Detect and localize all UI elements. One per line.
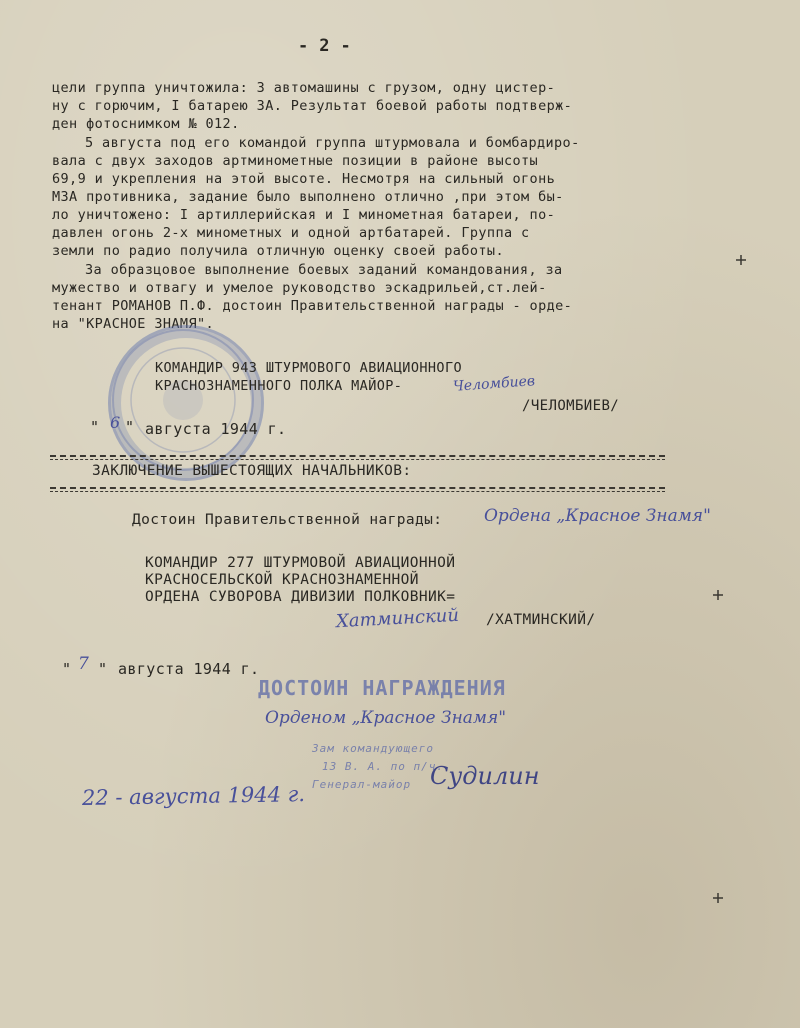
stamp-deputy-line: Генерал-майор bbox=[312, 778, 412, 791]
commander-title-line: КОМАНДИР 943 ШТУРМОВОГО АВИАЦИОННОГО bbox=[155, 360, 462, 376]
commander-name: /ХАТМИНСКИЙ/ bbox=[486, 612, 596, 628]
stamp-deputy-line: 13 В. А. по п/ч. bbox=[322, 760, 444, 773]
date-text: августа 1944 г. bbox=[118, 660, 260, 678]
body-line: За образцовое выполнение боевых заданий командования, за bbox=[85, 262, 563, 278]
page-number: - 2 - bbox=[298, 36, 352, 56]
commander-signature: Хатминский bbox=[335, 604, 460, 633]
body-line: мужество и отвагу и умелое руководство эскадрильей,ст.лей- bbox=[52, 280, 547, 296]
body-line: на "КРАСНОЕ ЗНАМЯ". bbox=[52, 316, 215, 332]
body-line: вала с двух заходов артминометные позиции в районе высоты bbox=[52, 153, 539, 169]
stamp-date-handwritten: 22 - августа 1944 г. bbox=[81, 782, 306, 810]
body-line: цели группа уничтожила: 3 автомашины с грузом, одну цистер- bbox=[52, 80, 556, 96]
date-open-quote: " bbox=[90, 418, 100, 436]
body-line: ло уничтожено: I артиллерийская и I минометная батареи, по- bbox=[52, 207, 556, 223]
divider-bottom bbox=[50, 487, 665, 489]
body-line: давлен огонь 2-х минометных и одной артбатарей. Группа с bbox=[52, 225, 530, 241]
body-line: земли по радио получила отличную оценку своей работы. bbox=[52, 243, 504, 259]
commander-name: /ЧЕЛОМБИЕВ/ bbox=[522, 398, 620, 414]
date-text: августа 1944 г. bbox=[145, 420, 287, 438]
divider-top-2 bbox=[50, 459, 665, 460]
body-line: МЗА противника, задание было выполнено отлично ,при этом бы- bbox=[52, 189, 564, 205]
date-day-handwritten: 7 bbox=[78, 654, 89, 674]
award-handwritten: Ордена „Красное Знамя" bbox=[484, 506, 711, 526]
divider-bottom-2 bbox=[50, 491, 665, 492]
date-close-quote: " bbox=[125, 418, 135, 436]
stamp-signature: Судилин bbox=[430, 762, 540, 790]
body-line: тенант РОМАНОВ П.Ф. достоин Правительственной награды - орде- bbox=[52, 298, 573, 314]
seal-rings-icon bbox=[108, 325, 258, 475]
award-label: Достоин Правительственной награды: bbox=[132, 512, 443, 528]
commander-title-line: КОМАНДИР 277 ШТУРМОВОЙ АВИАЦИОННОЙ bbox=[145, 555, 456, 571]
body-line: 5 августа под его командой группа штурмовала и бомбардиро- bbox=[85, 135, 580, 151]
margin-mark-icon bbox=[713, 590, 723, 600]
margin-mark-icon bbox=[713, 893, 723, 903]
stamp-deputy-line: Зам командующего bbox=[312, 742, 434, 755]
body-line: ден фотоснимком № 012. bbox=[52, 116, 240, 132]
date-day-handwritten: 6 bbox=[110, 413, 121, 432]
body-line: 69,9 и укрепления на этой высоте. Несмотря на сильный огонь bbox=[52, 171, 556, 187]
stamp-title: ДОСТОИН НАГРАЖДЕНИЯ bbox=[258, 676, 506, 700]
divider-top bbox=[50, 455, 665, 457]
date-open-quote: " bbox=[62, 660, 72, 678]
body-line: ну с горючим, I батарею ЗА. Результат боевой работы подтверж- bbox=[52, 98, 573, 114]
regiment-seal bbox=[108, 325, 264, 481]
commander-title-line: КРАСНОЗНАМЕННОГО ПОЛКА МАЙОР- bbox=[155, 378, 403, 394]
commander-signature: Челомбиев bbox=[452, 373, 536, 395]
commander-title-line: КРАСНОСЕЛЬСКОЙ КРАСНОЗНАМЕННОЙ bbox=[145, 572, 419, 588]
margin-mark-icon bbox=[736, 255, 746, 265]
date-close-quote: " bbox=[98, 660, 108, 678]
commander-title-line: ОРДЕНА СУВОРОВА ДИВИЗИИ ПОЛКОВНИК= bbox=[145, 589, 456, 605]
conclusion-title: ЗАКЛЮЧЕНИЕ ВЫШЕСТОЯЩИХ НАЧАЛЬНИКОВ: bbox=[92, 463, 412, 479]
stamp-award-handwritten: Орденом „Красное Знамя" bbox=[265, 708, 507, 728]
